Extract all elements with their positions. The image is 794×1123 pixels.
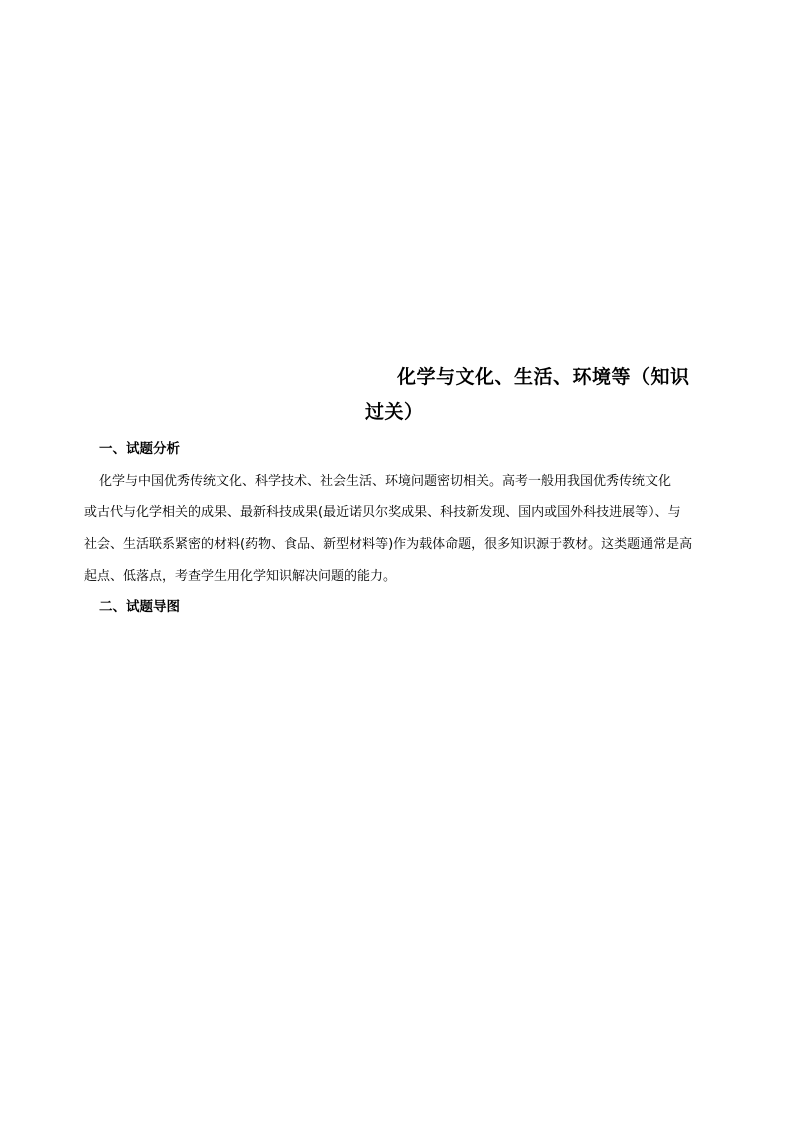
page-title-line-1: 化学与文化、生活、环境等（知识 bbox=[397, 366, 690, 388]
section-heading-analysis: 一、试题分析 bbox=[99, 441, 180, 457]
section-heading-diagram: 二、试题导图 bbox=[99, 599, 180, 615]
paragraph-line: 或古代与化学相关的成果、最新科技成果(最近诺贝尔奖成果、科技新发现、国内或国外科技进展等）、与 bbox=[84, 505, 681, 520]
paragraph-line: 社会、生活联系紧密的材料(药物、食品、新型材料等)作为载体命题，很多知识源于教材。这类题通常是高 bbox=[84, 537, 693, 552]
page-title-line-2: 过关） bbox=[365, 401, 424, 423]
paragraph-line: 起点、低落点，考查学生用化学知识解决问题的能力。 bbox=[84, 569, 397, 584]
paragraph-line: 化学与中国优秀传统文化、科学技术、社会生活、环境问题密切相关。高考一般用我国优秀传统文化 bbox=[99, 474, 672, 489]
